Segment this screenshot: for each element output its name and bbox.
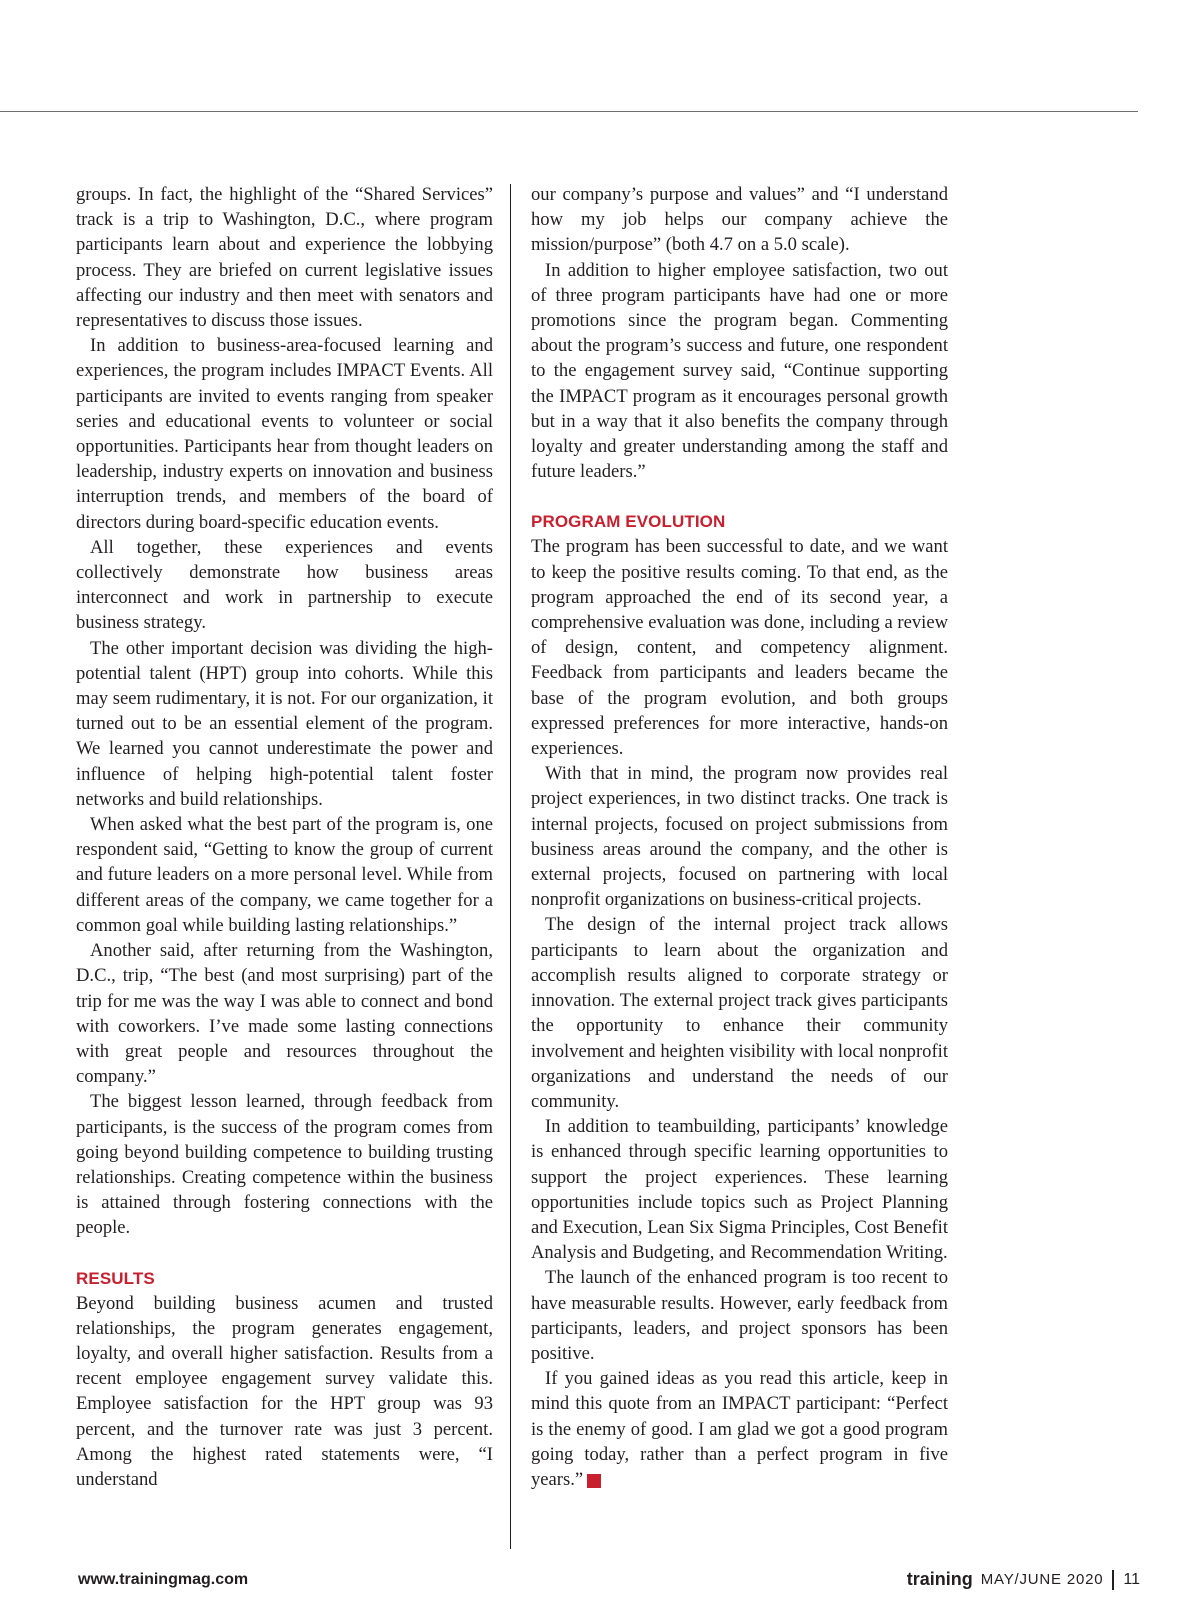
body-paragraph: The other important decision was dividing the high-potential talent (HPT) group into cohorts. While this may seem rudimentary, it is not. For our organization, it turned out to be an essential element of the program. We learned you cannot underestimate the power and influence of helping high-potential talent foster networks and build relationships. — [76, 637, 493, 810]
body-paragraph: groups. In fact, the highlight of the “Shared Services” track is a trip to Washington, D.C., where program participants learn about and experience the lobbying process. They are briefed on current legislative issues affecting our industry and then meet with senators and representatives to discuss those issues. — [76, 184, 493, 332]
body-paragraph: In addition to higher employee satisfaction, two out of three program participants have had one or more promotions since the program began. Commenting about the program’s success and future, one respondent to the engagement survey said, “Continue supporting the IMPACT program as it encourages personal growth but in a way that it also benefits the company through loyalty and greater understanding among the staff and future leaders.” — [531, 259, 948, 483]
body-paragraph: When asked what the best part of the program is, one respondent said, “Getting to know the group of current and future leaders on a more personal level. While from different areas of the company, we came together for a common goal while building lasting relationships.” — [76, 814, 493, 936]
body-paragraph: The program has been successful to date, and we want to keep the positive results coming. To that end, as the program approached the end of its second year, a comprehensive evaluation was done, including a review of design, content, and competency alignment. Feedback from participants and leaders became the base of the program evolution, and both groups expressed preferences for more interactive, hands-on experiences. — [531, 536, 948, 760]
body-paragraph: In addition to teambuilding, participants’ knowledge is enhanced through specific learning opportunities to support the project experiences. These learning opportunities include topics such as Project Planning and Execution, Lean Six Sigma Principles, Cost Benefit Analysis and Budgeting, and Recommendation Writing. — [531, 1116, 948, 1264]
body-paragraph: All together, these experiences and events collectively demonstrate how business areas interconnect and work in partnership to execute business strategy. — [76, 536, 493, 634]
left-column — [76, 182, 493, 1492]
program-evolution-heading: PROGRAM EVOLUTION — [531, 512, 726, 532]
column-divider — [510, 184, 511, 1549]
body-paragraph: Another said, after returning from the Washington, D.C., trip, “The best (and most surprising) part of the trip for me was the way I was able to connect and bond with coworkers. I’ve made some lasting connections with great people and resources throughout the company.” — [76, 940, 493, 1088]
top-rule — [0, 111, 1138, 112]
body-paragraph: In addition to business-area-focused learning and experiences, the program includes IMPACT Events. All participants are invited to events ranging from speaker series and educational events to volunteer or social opportunities. Participants hear from thought leaders on leadership, industry experts on innovation and business interruption trends, and members of the board of directors during board-specific education events. — [76, 335, 493, 533]
body-paragraph: our company’s purpose and values” and “I understand how my job helps our company achieve the mission/purpose” (both 4.7 on a 5.0 scale). — [531, 184, 948, 256]
page-number: 11 — [1123, 1570, 1140, 1588]
right-column — [531, 182, 948, 1492]
footer-url: www.trainingmag.com — [78, 1571, 249, 1588]
closing-text: If you gained ideas as you read this article, keep in mind this quote from an IMPACT participant: “Perfect is the enemy of good. I am glad we got a good program going today, rather than a perfect program in five years.” — [531, 1368, 948, 1490]
body-paragraph: The biggest lesson learned, through feedback from participants, is the success of the program comes from going beyond building competence to building trusting relationships. Creating competence within the business is attained through fostering connections with the people. — [76, 1091, 493, 1239]
body-paragraph: The design of the internal project track allows participants to learn about the organization and accomplish results aligned to corporate strategy or innovation. The external project track gives participants the opportunity to enhance their community involvement and heighten visibility with local nonprofit organizations and understand the needs of our community. — [531, 914, 948, 1112]
closing-paragraph — [531, 1366, 948, 1492]
body-paragraph: The launch of the enhanced program is too recent to have measurable results. However, early feedback from participants, leaders, and project sponsors has been positive. — [531, 1267, 948, 1364]
results-heading: RESULTS — [76, 1268, 155, 1288]
issue-date: MAY/JUNE 2020 — [980, 1571, 1104, 1588]
folio-divider — [1112, 1570, 1114, 1590]
body-paragraph: With that in mind, the program now provides real project experiences, in two distinct tracks. One track is internal projects, focused on project submissions from business areas around the company, and the other is external projects, focused on partnering with local nonprofit organizations on business-critical projects. — [531, 763, 948, 911]
end-mark-icon: t — [587, 1474, 601, 1488]
footer-folio — [907, 1569, 1140, 1590]
results-paragraph: Beyond building business acumen and trusted relationships, the program generates engagement, loyalty, and overall higher satisfaction. Results from a recent employee engagement survey validate this. Employee satisfaction for the HPT group was 93 percent, and the turnover rate was just 3 percent. Among the highest rated statements were, “I understand — [76, 1292, 493, 1490]
magazine-name: training — [906, 1569, 973, 1589]
